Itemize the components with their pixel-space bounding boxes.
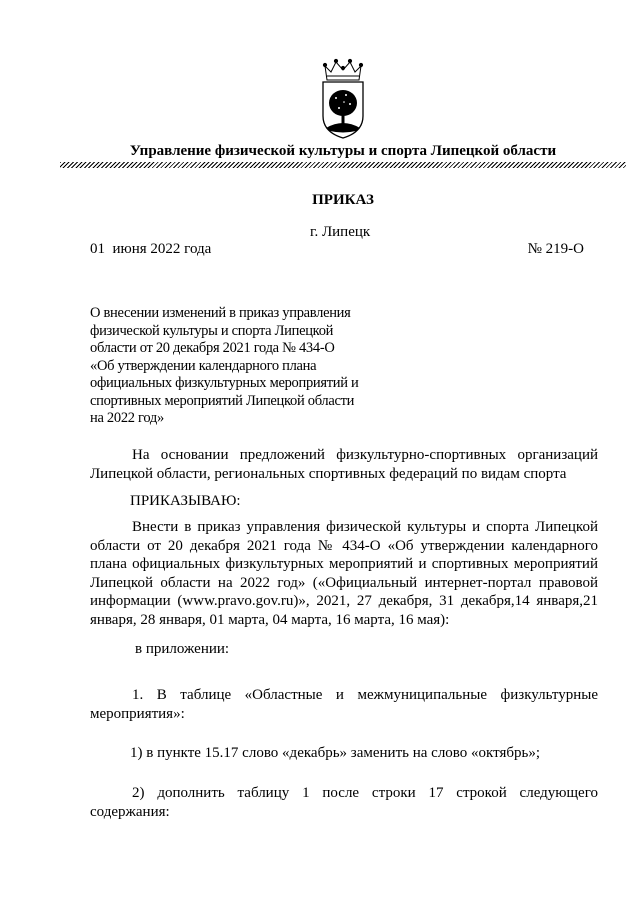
document-date: 01 июня 2022 года xyxy=(90,241,212,257)
order-word: ПРИКАЗЫВАЮ: xyxy=(130,493,241,509)
document-type-heading: ПРИКАЗ xyxy=(312,192,374,208)
subject-line: на 2022 год» xyxy=(90,410,164,426)
item-2-line: содержания: xyxy=(90,803,170,820)
document-subject xyxy=(90,305,390,428)
order-paragraph xyxy=(90,518,598,629)
lipetsk-coat-of-arms-icon xyxy=(316,58,370,140)
paragraph-line: Липецкой области на 2022 год» («Официальный интернет-портал правовой xyxy=(90,574,598,591)
subject-line: официальных физкультурных мероприятий и xyxy=(90,375,359,391)
document-number: № 219-О xyxy=(527,241,584,257)
paragraph-line: информации (www.pravo.gov.ru)», 2021, 27 декабря, 31 декабря,14 января,21 xyxy=(90,593,598,609)
header-divider xyxy=(60,162,626,168)
organization-title: Управление физической культуры и спорта Липецкой области xyxy=(129,143,557,159)
basis-line: На основании предложений физкультурно-спортивных организаций xyxy=(132,447,598,463)
paragraph-line: плана официальных физкультурных мероприятий и спортивных мероприятий xyxy=(90,556,598,572)
item-2-line: 2) дополнить таблицу 1 после строки 17 строкой следующего xyxy=(132,785,598,801)
basis-line: Липецкой области, региональных спортивных федераций по видам спорта xyxy=(90,465,567,482)
subject-line: спортивных мероприятий Липецкой области xyxy=(90,392,355,409)
appendix-label: в приложении: xyxy=(135,641,230,657)
item-1-line: мероприятия»: xyxy=(90,705,185,722)
subject-line: О внесении изменений в приказ управления xyxy=(90,305,351,321)
subject-line: «Об утверждении календарного плана xyxy=(90,357,317,374)
item-2 xyxy=(90,784,598,821)
basis-paragraph xyxy=(90,446,598,483)
subject-line: физической культуры и спорта Липецкой xyxy=(90,322,334,339)
item-1-subitem-1: 1) в пункте 15.17 слово «декабрь» заменить на слово «октябрь»; xyxy=(130,745,541,761)
item-1 xyxy=(90,686,598,723)
subject-line: области от 20 декабря 2021 года № 434-О xyxy=(90,340,335,356)
paragraph-line: области от 20 декабря 2021 года № 434-О «Об утверждении календарного xyxy=(90,537,598,554)
paragraph-line: января, 28 января, 01 марта, 04 марта, 16 марта, 16 мая): xyxy=(90,611,450,628)
document-city: г. Липецк xyxy=(310,224,371,240)
item-1-line: 1. В таблице «Областные и межмуниципальные физкультурные xyxy=(132,687,598,703)
paragraph-line: Внести в приказ управления физической культуры и спорта Липецкой xyxy=(132,519,598,535)
